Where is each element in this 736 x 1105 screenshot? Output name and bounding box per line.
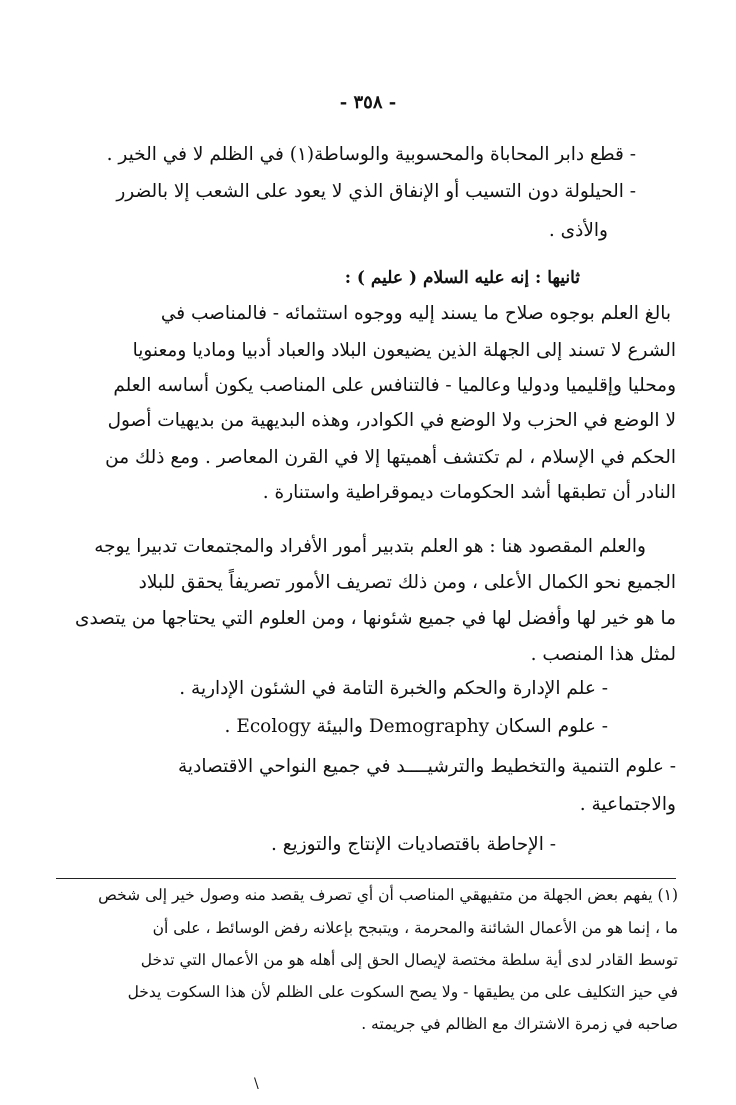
footnote-line: توسط القادر لدى أية سلطة مختصة لإيصال الحق إلى أهله هو من الأعمال التي تدخل bbox=[140, 951, 678, 969]
paragraph-line: الشرع لا تسند إلى الجهلة الذين يضيعون البلاد والعباد أدبيا وماديا ومعنويا bbox=[132, 340, 676, 361]
paragraph-line: لا الوضع في الحزب ولا الوضع في الكوادر، وهذه البديهية من بديهيات أصول bbox=[107, 410, 676, 431]
paragraph-line: بالغ العلم بوجوه صلاح ما يسند إليه ووجوه استثمائه - فالمناصب في bbox=[160, 303, 671, 324]
paragraph-line: ومحليا وإقليميا ودوليا وعالميا - فالتنافس على المناصب يكون أساسه العلم bbox=[113, 375, 676, 396]
bullet-item: - علوم السكان Demography والبيئة Ecology . bbox=[224, 716, 608, 737]
bullet-item: - قطع دابر المحاباة والمحسوبية والوساطة(١) في الظلم لا في الخير . bbox=[106, 144, 636, 165]
paragraph-line: الجميع نحو الكمال الأعلى ، ومن ذلك تصريف الأمور تصريفاً يحقق للبلاد bbox=[138, 572, 676, 593]
footnote-line: ما ، إنما هو من الأعمال الشائنة والمحرمة ، ويتبجح بإعلانه رفض الوسائط ، على أن bbox=[152, 919, 678, 937]
bullet-item-continuation: والاجتماعية . bbox=[579, 794, 676, 815]
bullet-item: - الحيلولة دون التسيب أو الإنفاق الذي لا يعود على الشعب إلا بالضرر bbox=[116, 181, 636, 202]
paragraph-line: والعلم المقصود هنا : هو العلم بتدبير أمور الأفراد والمجتمعات تدبيرا يوجه bbox=[94, 536, 646, 557]
bullet-item: - علوم التنمية والتخطيط والترشيــــد في جميع النواحي الاقتصادية bbox=[178, 756, 676, 777]
paragraph-line: النادر أن تطبقها أشد الحكومات ديموقراطية واستنارة . bbox=[262, 482, 676, 503]
print-mark: \ bbox=[254, 1076, 259, 1092]
bullet-item: - الإحاطة باقتصاديات الإنتاج والتوزيع . bbox=[270, 834, 556, 855]
footnote-line: صاحبه في زمرة الاشتراك مع الظالم في جريمته . bbox=[361, 1015, 678, 1033]
footnote-separator bbox=[56, 878, 676, 879]
bullet-item: - علم الإدارة والحكم والخبرة التامة في الشئون الإدارية . bbox=[179, 678, 608, 699]
footnote-line: في حيز التكليف على من يطيقها - ولا يصح السكوت على الظلم لأن هذا السكوت يدخل bbox=[127, 983, 678, 1001]
section-heading: ثانيها : إنه عليه السلام ( عليم ) : bbox=[344, 268, 580, 288]
paragraph-line: الحكم في الإسلام ، لم تكتشف أهميتها إلا في القرن المعاصر . ومع ذلك من bbox=[105, 447, 676, 468]
footnote-line: (١) يفهم بعض الجهلة من متفيهقي المناصب أن أي تصرف يقصد منه وصول خير إلى شخص bbox=[98, 886, 678, 904]
page-number: - ٣٥٨ - bbox=[339, 92, 397, 113]
paragraph-line: ما هو خير لها وأفضل لها في جميع شئونها ، ومن العلوم التي يحتاجها من يتصدى bbox=[74, 608, 676, 629]
bullet-item-continuation: والأذى . bbox=[548, 220, 608, 241]
paragraph-line: لمثل هذا المنصب . bbox=[530, 644, 676, 665]
